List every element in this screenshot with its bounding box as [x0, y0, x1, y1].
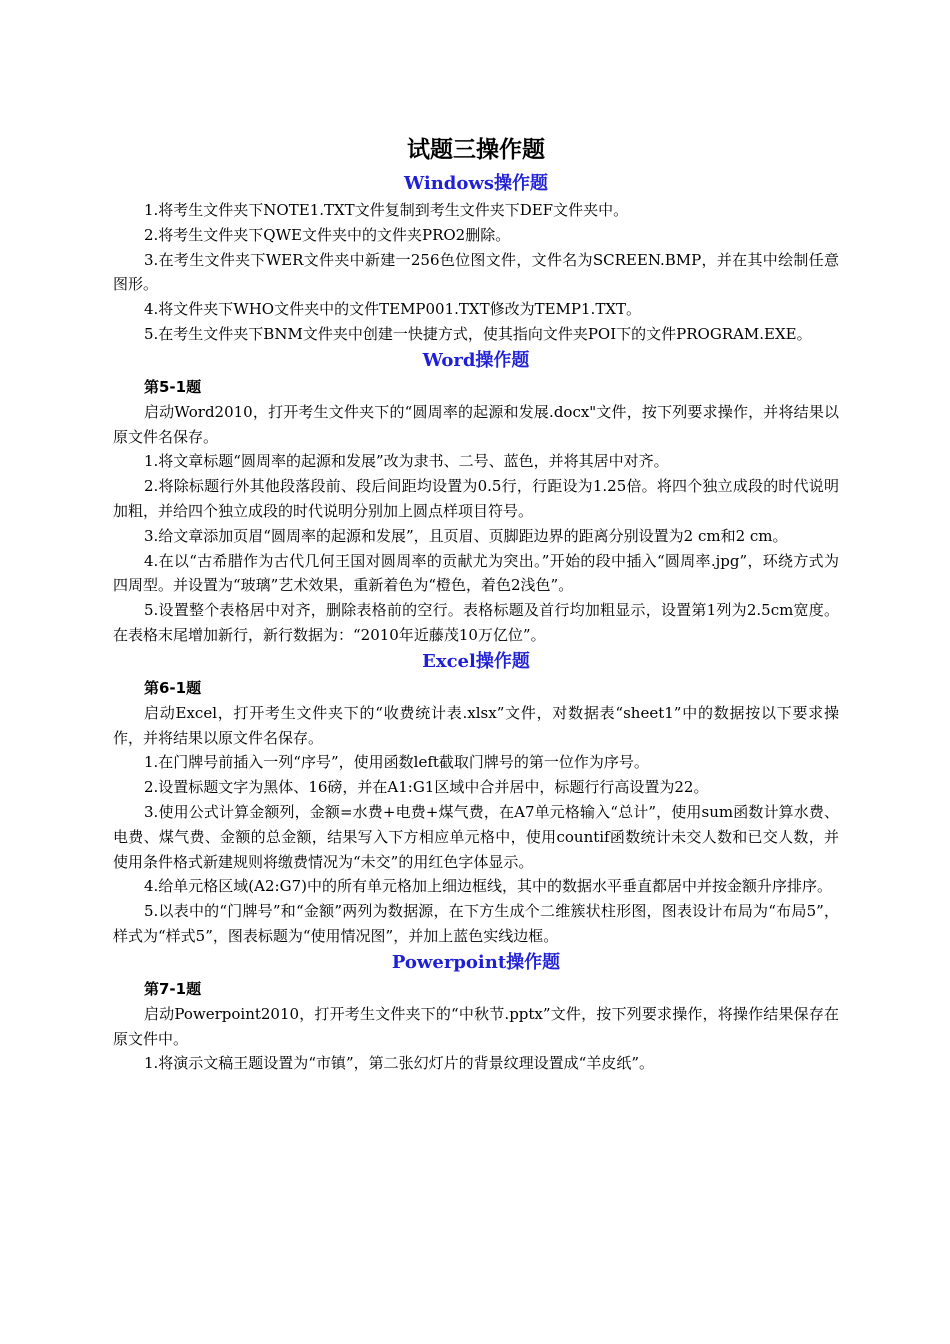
excel-item-2: 2.设置标题文字为黑体、16磅，并在A1:G1区域中合并居中，标题行行高设置为22。: [144, 778, 709, 797]
word-item-4: 4.在以“古希腊作为古代几何王国对圆周率的贡献尤为突出。”开始的段中插入“圆周率.jpg”，环绕方式为四周型。并设置为“玻璃”艺术效果，重新着色为“橙色，着色2浅色”。: [113, 551, 839, 595]
word-item-2: 2.将除标题行外其他段落段前、段后间距均设置为0.5行，行距设为1.25倍。将四个独立成段的时代说明加粗，并给四个独立成段的时代说明分别加上圆点样项目符号。: [113, 477, 839, 520]
windows-item-3: 3.在考生文件夹下WER文件夹中新建一256色位图文件，文件名为SCREEN.BMP，并在其中绘制任意图形。: [113, 250, 839, 294]
excel-item-3: 3.使用公式计算金额列，金额=水费+电费+煤气费，在A7单元格输入“总计”，使用sum函数计算水费、电费、煤气费、金额的总金额，结果写入下方相应单元格中，使用countif函数统计未交人数和已交人数，并使用条件格式新建规则将缴费情况为“未交”的用红色字体显示。: [113, 802, 839, 871]
document-page: [113, 130, 839, 1076]
excel-item-4: 4.给单元格区域(A2:G7)中的所有单元格加上细边框线，其中的数据水平垂直都居中并按金额升序排序。: [144, 877, 832, 896]
windows-item-2: 2.将考生文件夹下QWE文件夹中的文件夹PRO2删除。: [144, 225, 511, 244]
excel-section-heading: Excel操作题: [422, 650, 530, 672]
word-intro: 启动Word2010，打开考生文件夹下的“圆周率的起源和发展.docx"文件，按下列要求操作，并将结果以原文件名保存。: [113, 402, 839, 446]
word-item-5: 5.设置整个表格居中对齐，删除表格前的空行。表格标题及首行均加粗显示，设置第1列为2.5cm宽度。在表格末尾增加新行，新行数据为：“2010年近藤茂10万亿位”。: [113, 601, 839, 644]
windows-item-5: 5.在考生文件夹下BNM文件夹中创建一快捷方式，使其指向文件夹POI下的文件PROGRAM.EXE。: [144, 324, 812, 343]
excel-intro: 启动Excel，打开考生文件夹下的“收费统计表.xlsx”文件，对数据表“sheet1”中的数据按以下要求操作，并将结果以原文件名保存。: [113, 703, 839, 747]
powerpoint-intro: 启动Powerpoint2010，打开考生文件夹下的“中秋节.pptx”文件，按下列要求操作，将操作结果保存在原文件中。: [113, 1004, 839, 1048]
windows-item-1: 1.将考生文件夹下NOTE1.TXT文件复制到考生文件夹下DEF文件夹中。: [144, 201, 629, 219]
windows-item-4: 4.将文件夹下WHO文件夹中的文件TEMP001.TXT修改为TEMP1.TXT。: [144, 300, 642, 319]
powerpoint-section-heading: Powerpoint操作题: [391, 951, 561, 973]
excel-question-number: 第6-1题: [144, 678, 202, 697]
powerpoint-item-1: 1.将演示文稿王题设置为“市镇”，第二张幻灯片的背景纹理设置成“羊皮纸”。: [144, 1054, 654, 1073]
word-question-number: 第5-1题: [144, 377, 202, 396]
powerpoint-question-number: 第7-1题: [144, 979, 202, 998]
word-item-1: 1.将文章标题“圆周率的起源和发展”改为隶书、二号、蓝色，并将其居中对齐。: [144, 452, 669, 471]
word-item-3: 3.给文章添加页眉“圆周率的起源和发展”，且页眉、页脚距边界的距离分别设置为2 cm和2 cm。: [144, 526, 788, 545]
document-title: 试题三操作题: [407, 137, 545, 163]
excel-item-5: 5.以表中的“门牌号”和“金额”两列为数据源，在下方生成个二维簇状柱形图，图表设计布局为“布局5”，样式为“样式5”，图表标题为“使用情况图”，并加上蓝色实线边框。: [113, 902, 839, 945]
windows-section-heading: Windows操作题: [403, 173, 549, 194]
excel-item-1: 1.在门牌号前插入一列“序号”，使用函数left截取门牌号的第一位作为序号。: [144, 753, 649, 772]
word-section-heading: Word操作题: [422, 349, 530, 371]
